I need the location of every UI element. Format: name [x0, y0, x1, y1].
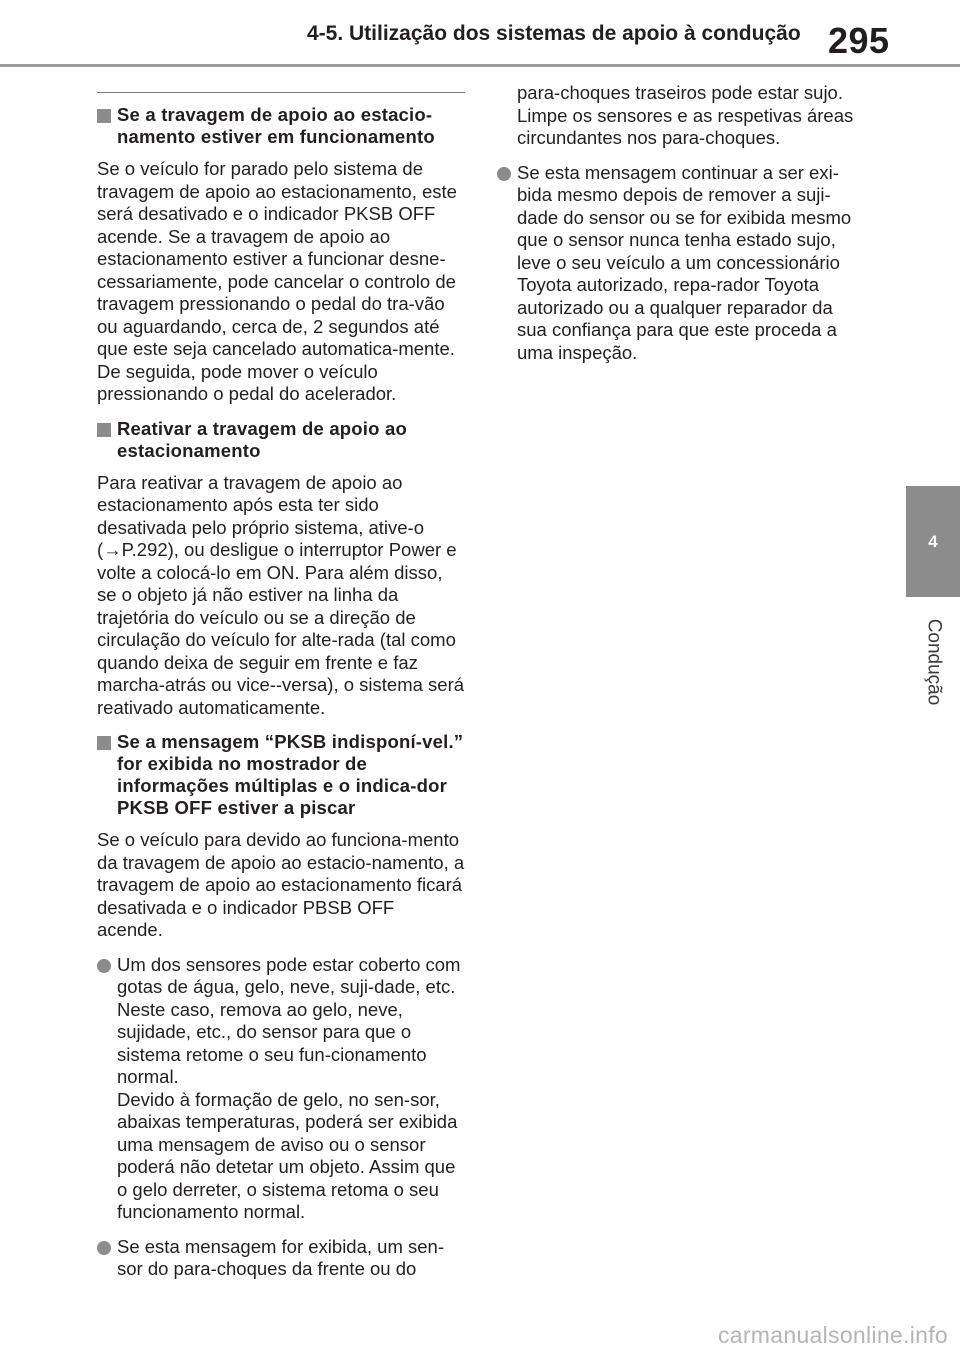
chapter-tab: [906, 486, 960, 597]
list-item-text: Devido à formação de gelo, no sen-sor, abaixas temperaturas, poderá ser exibida uma mensagem de aviso ou o sensor poderá não detetar um objeto. Assim que o gelo derreter, o sistema retoma o seu funcionamento normal.: [117, 1088, 458, 1222]
chapter-label: Condução: [923, 618, 944, 706]
header-rule: [0, 64, 960, 67]
section-heading-reactivate: [97, 418, 465, 462]
circle-bullet-icon: [497, 167, 511, 181]
circle-bullet-icon: [97, 959, 111, 973]
square-bullet-icon: [97, 423, 111, 437]
page-number: 295: [828, 20, 890, 61]
section-body: Se o veículo para devido ao funciona-mento da travagem de apoio ao estacio-namento, a travagem de apoio ao estacionamento ficará desativada e o indicador PBSB OFF acende.: [97, 829, 465, 940]
list-item-text: Um dos sensores pode estar coberto com gotas de água, gelo, neve, suji-dade, etc. Neste caso, remova ao gelo, neve, sujidade, etc., do sensor para que o sistema retome o seu fun-cionamento normal.: [117, 953, 461, 1087]
section-heading-text: Reativar a travagem de apoio ao estacionamento: [117, 417, 407, 461]
square-bullet-icon: [97, 109, 111, 123]
section-body: Para reativar a travagem de apoio ao estacionamento após esta ter sido desativada pelo próprio sistema, ative-o (→P.292), ou desligue o interruptor Power e volte a colocá-lo em ON. Para além disso, se o objeto já não estiver na linha da trajetória do veículo ou se a direção de circulação do veículo for alte-rada (tal como quando deixa de seguir em frente e faz marcha-atrás ou vice--versa), o sistema será reativado automaticamente.: [97, 471, 465, 718]
watermark: carmanualsonline.info: [717, 1322, 948, 1348]
section-heading-braking-active: [97, 104, 465, 148]
section-heading-text: Se a mensagem “PKSB indisponí-vel.” for exibida no mostrador de informações múltiplas e o indica-dor PKSB OFF estiver a piscar: [117, 731, 464, 818]
list-item: [497, 162, 867, 365]
list-item-text: Se esta mensagem continuar a ser exi-bida mesmo depois de remover a suji-dade do sensor ou se for exibida mesmo que o sensor nunca tenha estado sujo, leve o seu veículo a um concessionário Toyota autorizado, repa-rador Toyota autorizado ou a qualquer reparador da sua confiança para que este proceda a uma inspeção.: [517, 161, 852, 363]
chapter-label-box: [907, 607, 959, 717]
chapter-number: 4: [928, 531, 938, 551]
section-heading-text: Se a travagem de apoio ao estacio-namento estiver em funcionamento: [117, 104, 435, 147]
list-item-continuation: para-choques traseiros pode estar sujo. Limpe os sensores e as respetivas áreas circundantes nos para-choques.: [517, 82, 854, 148]
list-item-text: Se esta mensagem for exibida, um sen-sor do para-choques da frente ou do: [117, 1235, 444, 1279]
section-body: Se o veículo for parado pelo sistema de travagem de apoio ao estacionamento, este será desativado e o indicador PKSB OFF acende. Se a travagem de apoio ao estacionamento estiver a funcionar desne-cessariamente, pode cancelar o controlo de travagem pressionando o pedal do tra-vão ou aguardando, cerca de, 2 segundos até que este seja cancelado automatica-mente. De seguida, pode mover o veículo pressionando o pedal do acelerador.: [97, 158, 457, 404]
circle-bullet-icon: [97, 1241, 111, 1255]
left-column: [97, 80, 465, 1293]
list-item: [97, 954, 465, 1224]
list-item: [97, 1236, 465, 1281]
running-header-title: 4-5. Utilização dos sistemas de apoio à condução: [307, 22, 801, 45]
right-column: [497, 82, 867, 376]
column-top-rule: [97, 92, 465, 93]
square-bullet-icon: [97, 736, 111, 750]
section-heading-pksb-message: [97, 731, 465, 819]
